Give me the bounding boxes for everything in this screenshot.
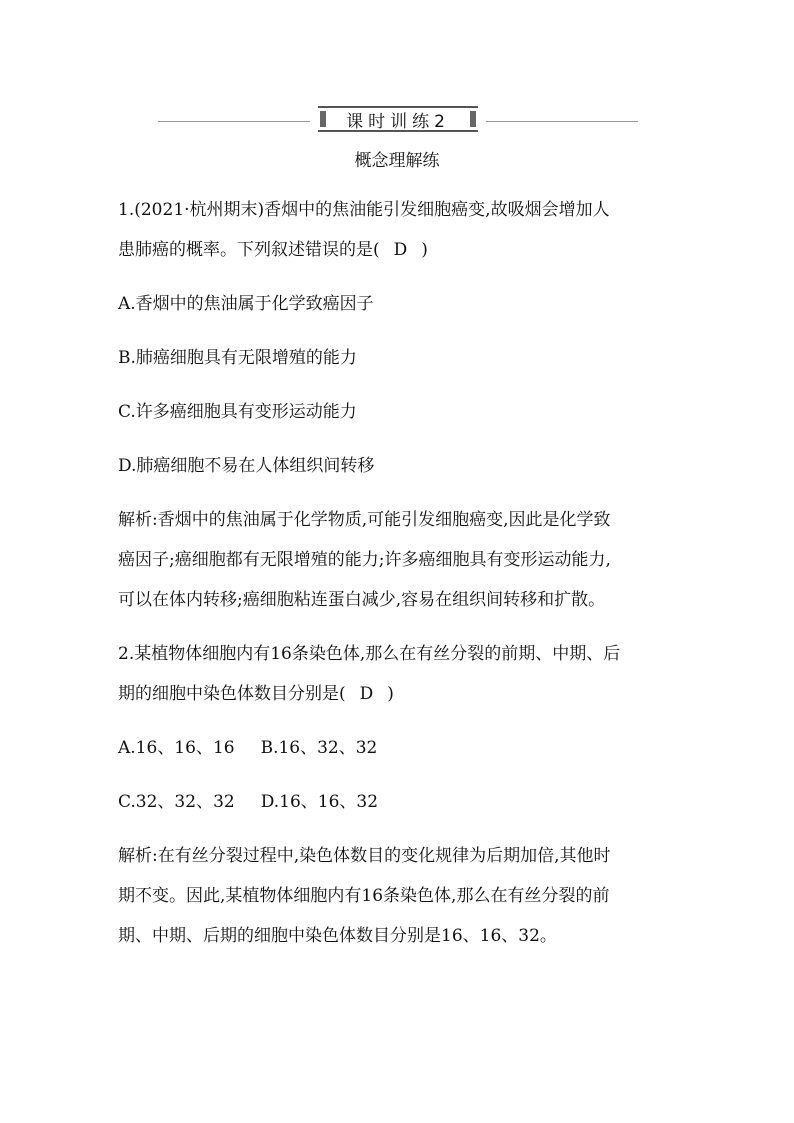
section-title: 概念理解练	[354, 151, 440, 171]
question-2-options-row-1	[118, 728, 678, 768]
question-1-number: 1.	[118, 200, 135, 220]
question-1-option-c: C.许多癌细胞具有变形运动能力	[118, 402, 357, 422]
question-2-line1	[118, 634, 678, 674]
question-2-analysis-line3: 期、中期、后期的细胞中染色体数目分别是16、16、32。	[118, 926, 557, 946]
question-2-analysis-line1: 解析:在有丝分裂过程中,染色体数目的变化规律为后期加倍,其他时	[118, 846, 611, 866]
question-2-analysis	[118, 836, 678, 956]
question-2-option-b: B.16、32、32	[260, 738, 378, 758]
question-1-option-b: B.肺癌细胞具有无限增殖的能力	[118, 348, 357, 368]
question-1-analysis-line1: 解析:香烟中的焦油属于化学物质,可能引发细胞癌变,因此是化学致	[118, 510, 611, 530]
question-1-stem-text-1: (2021·杭州期末)香烟中的焦油能引发细胞癌变,故吸烟会增加人	[134, 200, 610, 220]
question-2-close-paren: )	[387, 684, 394, 704]
question-1-option-d: D.肺癌细胞不易在人体组织间转移	[118, 456, 375, 476]
question-2-answer: D	[359, 684, 374, 704]
lesson-banner: 课时训练2	[318, 106, 478, 132]
question-2-line2	[118, 674, 678, 714]
question-2-stem-text-2: 期的细胞中染色体数目分别是(	[118, 684, 346, 704]
question-1-stem	[118, 190, 678, 270]
question-2-stem	[118, 634, 678, 714]
question-2-option-a: A.16、16、16	[118, 738, 235, 758]
question-2-options-row-2	[118, 782, 678, 822]
header-rule-right	[486, 121, 638, 122]
question-1-close-paren: )	[421, 240, 428, 260]
question-1-line2	[118, 230, 678, 270]
question-1-option-a: A.香烟中的焦油属于化学致癌因子	[118, 294, 374, 314]
question-1-line1	[118, 190, 678, 230]
question-1-stem-text-2: 患肺癌的概率。下列叙述错误的是(	[118, 240, 380, 260]
question-2-option-c: C.32、32、32	[118, 792, 235, 812]
question-list	[118, 190, 678, 970]
question-1-analysis-line2: 癌因子;癌细胞都有无限增殖的能力;许多癌细胞具有变形运动能力,	[118, 550, 611, 570]
question-1-analysis	[118, 500, 678, 620]
question-2-stem-text-1: 某植物体细胞内有16条染色体,那么在有丝分裂的前期、中期、后	[134, 644, 621, 664]
question-2-analysis-line2: 期不变。因此,某植物体细胞内有16条染色体,那么在有丝分裂的前	[118, 886, 610, 906]
question-2-number: 2.	[118, 644, 135, 664]
lesson-header	[0, 100, 794, 144]
question-1-answer: D	[393, 240, 408, 260]
question-2-option-d: D.16、16、32	[260, 792, 379, 812]
header-rule-left	[158, 121, 310, 122]
question-1-analysis-line3: 可以在体内转移;癌细胞粘连蛋白减少,容易在组织间转移和扩散。	[118, 590, 606, 610]
